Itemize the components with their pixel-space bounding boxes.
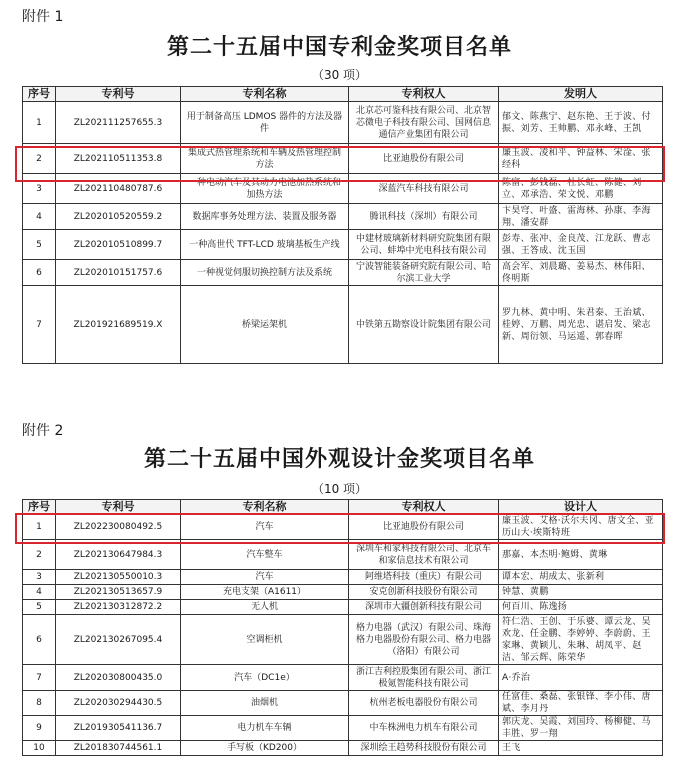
row-number: 3 (23, 570, 56, 585)
table-row (23, 570, 663, 585)
table-row (23, 174, 663, 204)
inventors-cell: 廉玉波、艾格·沃尔夫冈、唐文全、亚历山大·埃斯特班 (499, 515, 663, 540)
patent-award-table (22, 86, 663, 364)
patent-name-cell: 油烟机 (181, 691, 349, 716)
inventors-cell: 廉玉波、凌和平、钟益林、宋淦、张经科 (499, 144, 663, 174)
patent-holder-cell: 宁波智能装备研究院有限公司、哈尔滨工业大学 (349, 260, 499, 286)
patent-name-cell: 桥梁运架机 (181, 286, 349, 364)
patent-holder-cell: 中建材玻璃新材料研究院集团有限公司、蚌埠中光电科技有限公司 (349, 230, 499, 260)
table-row (23, 741, 663, 756)
patent-number-cell: ZL202110511353.8 (56, 144, 181, 174)
patent-award-count: （30 项） (311, 68, 368, 82)
table-row (23, 204, 663, 230)
inventors-cell: 卞昊穹、叶盛、雷海林、孙康、李海翔、潘安群 (499, 204, 663, 230)
table-row (23, 665, 663, 691)
inventors-cell: 何百川、陈逸扬 (499, 600, 663, 615)
patent-name-cell: 汽车 (181, 570, 349, 585)
patent-award-title: 第二十五届中国专利金奖项目名单 (166, 34, 512, 60)
patent-holder-cell: 比亚迪股份有限公司 (349, 144, 499, 174)
patent-number-cell: ZL202130550010.3 (56, 570, 181, 585)
row-number: 5 (23, 230, 56, 260)
header-no: 序号 (23, 500, 56, 515)
patent-number-cell: ZL202030294430.5 (56, 691, 181, 716)
table-header-row (23, 500, 663, 515)
patent-number-cell: ZL202010510899.7 (56, 230, 181, 260)
row-number: 7 (23, 286, 56, 364)
patent-number-cell: ZL201921689519.X (56, 286, 181, 364)
patent-name-cell: 空调柜机 (181, 615, 349, 665)
table-header-row (23, 87, 663, 102)
inventors-cell: 陈富、彭钱磊、杜长虹、陈健、刘立、邓承浩、荣文悦、邓鹏 (499, 174, 663, 204)
table-row (23, 691, 663, 716)
patent-name-cell: 汽车整车 (181, 540, 349, 570)
patent-holder-cell: 比亚迪股份有限公司 (349, 515, 499, 540)
inventors-cell: 郭庆龙、吴霞、刘国玲、杨柳健、马丰胜、罗一翔 (499, 716, 663, 741)
patent-holder-cell: 中铁第五勘察设计院集团有限公司 (349, 286, 499, 364)
row-number: 9 (23, 716, 56, 741)
patent-name-cell: 一种高世代 TFT-LCD 玻璃基板生产线 (181, 230, 349, 260)
row-number: 1 (23, 515, 56, 540)
patent-number-cell: ZL202110480787.6 (56, 174, 181, 204)
table-row (23, 286, 663, 364)
table-row (23, 540, 663, 570)
patent-name-cell: 汽车 (181, 515, 349, 540)
patent-name-cell: 用于制备高压 LDMOS 器件的方法及器件 (181, 102, 349, 144)
patent-name-cell: 充电支架（A1611） (181, 585, 349, 600)
table-row (23, 144, 663, 174)
row-number: 4 (23, 585, 56, 600)
patent-number-cell: ZL202230080492.5 (56, 515, 181, 540)
patent-holder-cell: 格力电器（武汉）有限公司、珠海格力电器股份有限公司、格力电器（洛阳）有限公司 (349, 615, 499, 665)
header-designers: 设计人 (499, 500, 663, 515)
attachment1-label: 附件 1 (22, 9, 64, 25)
patent-name-cell: 汽车（DC1e） (181, 665, 349, 691)
row-number: 6 (23, 615, 56, 665)
header-patent-holder: 专利权人 (349, 500, 499, 515)
patent-number-cell: ZL202130647984.3 (56, 540, 181, 570)
header-no: 序号 (23, 87, 56, 102)
patent-name-cell: 无人机 (181, 600, 349, 615)
patent-number-cell: ZL202010151757.6 (56, 260, 181, 286)
row-number: 4 (23, 204, 56, 230)
table-row (23, 230, 663, 260)
row-number: 8 (23, 691, 56, 716)
inventors-cell: 彭寿、张冲、金良茂、江龙跃、曹志强、王答成、沈玉国 (499, 230, 663, 260)
patent-name-cell: 电力机车车辆 (181, 716, 349, 741)
inventors-cell: 钟慧、黄鹏 (499, 585, 663, 600)
table-row (23, 716, 663, 741)
patent-holder-cell: 安克创新科技股份有限公司 (349, 585, 499, 600)
row-number: 3 (23, 174, 56, 204)
patent-holder-cell: 北京芯可鉴科技有限公司、北京智芯微电子科技有限公司、国网信息通信产业集团有限公司 (349, 102, 499, 144)
patent-holder-cell: 深蓝汽车科技有限公司 (349, 174, 499, 204)
patent-number-cell: ZL202130312872.2 (56, 600, 181, 615)
inventors-cell: 郁文、陈燕宁、赵东艳、王于波、付振、刘芳、王帅鹏、邓永峰、王凯 (499, 102, 663, 144)
inventors-cell: 王飞 (499, 741, 663, 756)
row-number: 7 (23, 665, 56, 691)
patent-name-cell: 数据库事务处理方法、装置及服务器 (181, 204, 349, 230)
patent-name-cell: 手写板（KD200） (181, 741, 349, 756)
header-patent-name: 专利名称 (181, 500, 349, 515)
row-number: 2 (23, 144, 56, 174)
patent-name-cell: 一种电动汽车及其动力电池加热系统和加热方法 (181, 174, 349, 204)
patent-holder-cell: 深圳车和家科技有限公司、北京车和家信息技术有限公司 (349, 540, 499, 570)
design-award-table (22, 499, 663, 756)
inventors-cell: A·乔治 (499, 665, 663, 691)
patent-holder-cell: 阿维塔科技（重庆）有限公司 (349, 570, 499, 585)
attachment2-label: 附件 2 (22, 423, 64, 439)
header-patent-holder: 专利权人 (349, 87, 499, 102)
header-patent-number: 专利号 (56, 500, 181, 515)
patent-number-cell: ZL201930541136.7 (56, 716, 181, 741)
table-row (23, 260, 663, 286)
inventors-cell: 那嘉、本杰明·鲍姆、黄琳 (499, 540, 663, 570)
header-patent-name: 专利名称 (181, 87, 349, 102)
patent-holder-cell: 杭州老板电器股份有限公司 (349, 691, 499, 716)
patent-name-cell: 集成式热管理系统和车辆及热管理控制方法 (181, 144, 349, 174)
row-number: 2 (23, 540, 56, 570)
inventors-cell: 谭本宏、胡成太、张新利 (499, 570, 663, 585)
patent-number-cell: ZL202130513657.9 (56, 585, 181, 600)
table-row (23, 102, 663, 144)
table-row (23, 615, 663, 665)
patent-holder-cell: 深圳绘王趋势科技股份有限公司 (349, 741, 499, 756)
inventors-cell: 高会军、刘晨璐、姜易杰、林伟阳、佟明斯 (499, 260, 663, 286)
row-number: 5 (23, 600, 56, 615)
inventors-cell: 符仁浩、王创、于乐婆、谭云龙、吴欢龙、任金鹏、李婷婷、李蔚蔚、王家琳、黄颖儿、朱琳、胡凤平、赵洁、邹云辉、陈荣华 (499, 615, 663, 665)
patent-holder-cell: 腾讯科技（深圳）有限公司 (349, 204, 499, 230)
design-award-title: 第二十五届中国外观设计金奖项目名单 (143, 446, 535, 472)
patent-holder-cell: 中车株洲电力机车有限公司 (349, 716, 499, 741)
design-award-count: （10 项） (311, 482, 368, 496)
row-number: 10 (23, 741, 56, 756)
header-inventors: 发明人 (499, 87, 663, 102)
patent-number-cell: ZL202111257655.3 (56, 102, 181, 144)
patent-holder-cell: 深圳市大疆创新科技有限公司 (349, 600, 499, 615)
inventors-cell: 罗九林、黄中明、朱君泰、王治斌、桂婷、万鹏、周光忠、谌启发、梁志新、周衍领、马运遥、郭春晖 (499, 286, 663, 364)
patent-name-cell: 一种视觉伺服切换控制方法及系统 (181, 260, 349, 286)
table-row (23, 585, 663, 600)
patent-number-cell: ZL202030800435.0 (56, 665, 181, 691)
header-patent-number: 专利号 (56, 87, 181, 102)
patent-number-cell: ZL202130267095.4 (56, 615, 181, 665)
inventors-cell: 任富佳、桑磊、张银锋、李小伟、唐斌、李月丹 (499, 691, 663, 716)
table-row (23, 515, 663, 540)
patent-number-cell: ZL202010520559.2 (56, 204, 181, 230)
patent-number-cell: ZL201830744561.1 (56, 741, 181, 756)
row-number: 6 (23, 260, 56, 286)
row-number: 1 (23, 102, 56, 144)
table-row (23, 600, 663, 615)
patent-holder-cell: 浙江吉利控股集团有限公司、浙江极氪智能科技有限公司 (349, 665, 499, 691)
